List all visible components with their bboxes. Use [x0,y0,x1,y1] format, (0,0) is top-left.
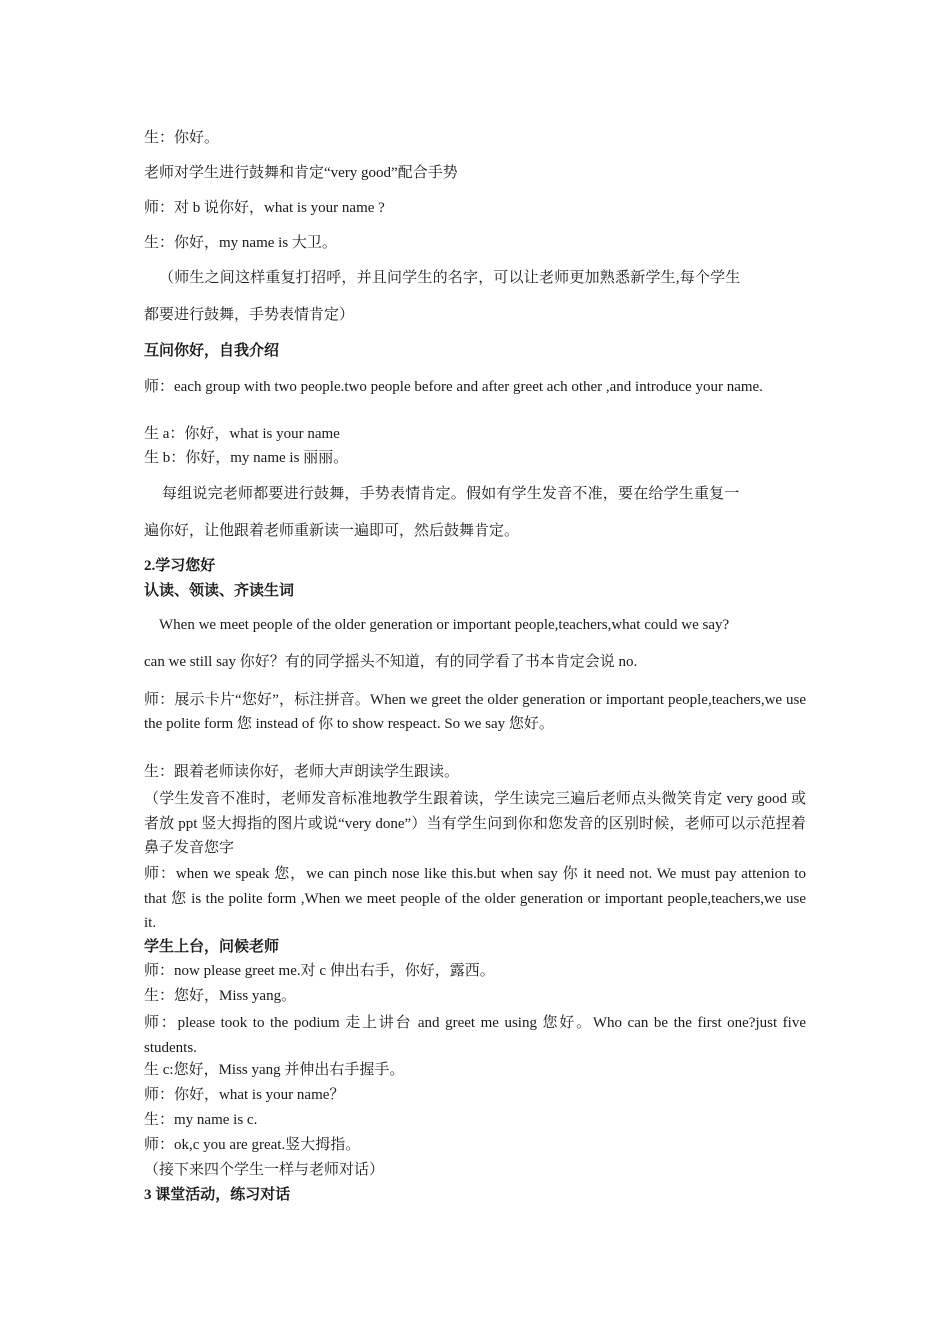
paragraph: （师生之间这样重复打招呼，并且问学生的名字，可以让老师更加熟悉新学生,每个学生 [159,270,741,286]
section-heading: 认读、领读、齐读生词 [144,583,295,599]
paragraph: 师：展示卡片“您好”，标注拼音。When we greet the older generation or important people,teachers,we use the polite form 您 instead of 你 to show respeact. So we say 您好。 [144,692,806,732]
paragraph: 生：你好。 [144,130,220,146]
paragraph: 师：ok,c you are great.竖大拇指。 [144,1137,361,1153]
paragraph: 师：now please greet me.对 c 伸出右手，你好，露西。 [144,963,495,979]
paragraph: 遍你好，让他跟着老师重新读一遍即可，然后鼓舞肯定。 [144,523,520,539]
section-heading: 学生上台，问候老师 [144,939,280,955]
paragraph: 生 b：你好，my name is 丽丽。 [144,450,349,466]
paragraph: 生：你好，my name is 大卫。 [144,235,337,251]
paragraph: When we meet people of the older generation or important people,teachers,what could we say? [159,617,730,633]
paragraph: 生：跟着老师读你好，老师大声朗读学生跟读。 [144,764,460,780]
section-heading: 2.学习您好 [144,558,216,574]
paragraph: （学生发音不准时，老师发音标准地教学生跟着读，学生读完三遍后老师点头微笑肯定 very good 或者放 ppt 竖大拇指的图片或说“very done”）当有学生问到你和您发音的区别时候，老师可以示范捏着鼻子发音您字 [144,791,806,856]
paragraph: 每组说完老师都要进行鼓舞，手势表情肯定。假如有学生发音不准，要在给学生重复一 [162,486,740,502]
paragraph: can we still say 你好？有的同学摇头不知道，有的同学看了书本肯定会说 no. [144,654,638,670]
paragraph: 生 c:您好，Miss yang 并伸出右手握手。 [144,1062,405,1078]
paragraph: 师：对 b 说你好，what is your name ? [144,200,385,216]
paragraph: （接下来四个学生一样与老师对话） [144,1162,385,1178]
paragraph: 师：when we speak 您，we can pinch nose like this.but when say 你 it need not. We must pay attenion to that 您 is the polite form ,When we meet people of the older generation or important people,teachers,we use it. [144,866,806,931]
paragraph: 老师对学生进行鼓舞和肯定“very good”配合手势 [144,165,458,181]
paragraph: 师：each group with two people.two people before and after greet ach other ,and introduce your name. [144,379,763,395]
paragraph: 生 a：你好，what is your name [144,426,340,442]
paragraph: 生：my name is c. [144,1112,258,1128]
section-heading: 3 课堂活动，练习对话 [144,1187,291,1203]
paragraph: 生：您好，Miss yang。 [144,988,297,1004]
paragraph: 师：please took to the podium 走上讲台 and greet me using 您好。Who can be the first one?just five students. [144,1015,806,1056]
paragraph: 师：你好，what is your name？ [144,1087,345,1103]
section-heading: 互问你好，自我介绍 [144,343,280,359]
paragraph: 都要进行鼓舞，手势表情肯定） [144,307,355,323]
